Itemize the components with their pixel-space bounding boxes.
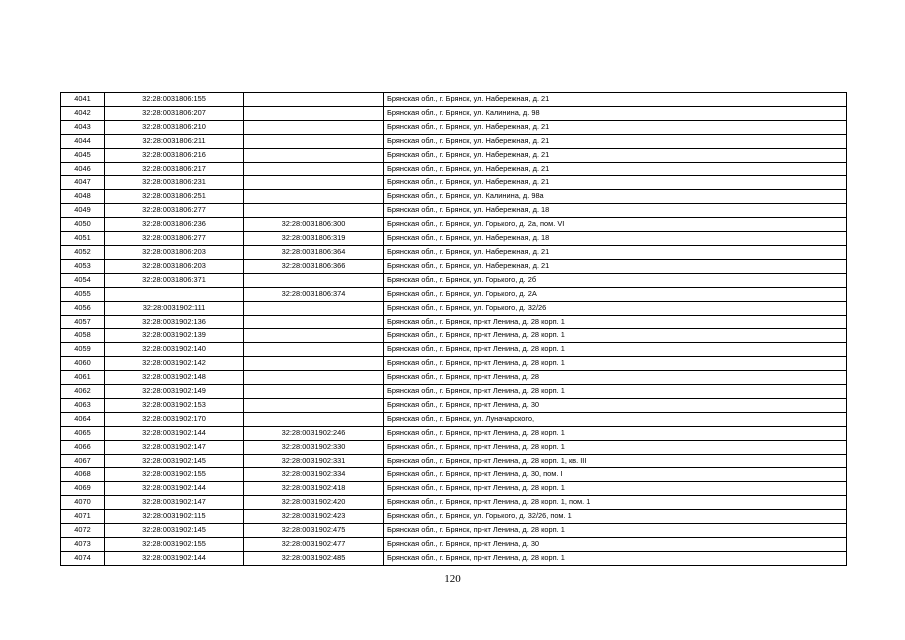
table-row — [61, 371, 847, 385]
table-row — [61, 218, 847, 232]
row-number-cell: 4051 — [61, 232, 105, 246]
address-cell: Брянская обл., г. Брянск, пр-кт Ленина, д. 28 — [384, 371, 847, 385]
table-row — [61, 245, 847, 259]
cadastral-number-cell: 32:28:0031806:251 — [105, 190, 244, 204]
table-row — [61, 538, 847, 552]
related-cadastral-number-cell — [244, 412, 384, 426]
cadastral-number-cell: 32:28:0031902:153 — [105, 398, 244, 412]
related-cadastral-number-cell — [244, 385, 384, 399]
cadastral-number-cell: 32:28:0031902:155 — [105, 468, 244, 482]
registry-table-body — [61, 93, 847, 566]
table-row — [61, 259, 847, 273]
row-number-cell: 4074 — [61, 551, 105, 565]
related-cadastral-number-cell: 32:28:0031806:364 — [244, 245, 384, 259]
cadastral-number-cell: 32:28:0031806:371 — [105, 273, 244, 287]
related-cadastral-number-cell — [244, 148, 384, 162]
row-number-cell: 4067 — [61, 454, 105, 468]
cadastral-number-cell: 32:28:0031902:144 — [105, 426, 244, 440]
row-number-cell: 4066 — [61, 440, 105, 454]
row-number-cell: 4042 — [61, 106, 105, 120]
address-cell: Брянская обл., г. Брянск, пр-кт Ленина, д. 28 корп. 1 — [384, 440, 847, 454]
row-number-cell: 4050 — [61, 218, 105, 232]
related-cadastral-number-cell — [244, 120, 384, 134]
address-cell: Брянская обл., г. Брянск, пр-кт Ленина, д. 28 корп. 1 — [384, 343, 847, 357]
row-number-cell: 4059 — [61, 343, 105, 357]
row-number-cell: 4068 — [61, 468, 105, 482]
row-number-cell: 4045 — [61, 148, 105, 162]
table-row — [61, 204, 847, 218]
cadastral-number-cell: 32:28:0031902:144 — [105, 482, 244, 496]
table-row — [61, 510, 847, 524]
row-number-cell: 4065 — [61, 426, 105, 440]
cadastral-number-cell: 32:28:0031806:236 — [105, 218, 244, 232]
address-cell: Брянская обл., г. Брянск, ул. Набережная, д. 21 — [384, 176, 847, 190]
row-number-cell: 4070 — [61, 496, 105, 510]
page-number: 120 — [444, 573, 461, 585]
related-cadastral-number-cell — [244, 371, 384, 385]
cadastral-number-cell — [105, 287, 244, 301]
address-cell: Брянская обл., г. Брянск, пр-кт Ленина, д. 28 корп. 1, пом. 1 — [384, 496, 847, 510]
address-cell: Брянская обл., г. Брянск, пр-кт Ленина, д. 30 — [384, 398, 847, 412]
cadastral-number-cell: 32:28:0031806:216 — [105, 148, 244, 162]
table-row — [61, 287, 847, 301]
related-cadastral-number-cell: 32:28:0031902:418 — [244, 482, 384, 496]
row-number-cell: 4063 — [61, 398, 105, 412]
address-cell: Брянская обл., г. Брянск, пр-кт Ленина, д. 28 корп. 1 — [384, 426, 847, 440]
cadastral-number-cell: 32:28:0031902:170 — [105, 412, 244, 426]
table-row — [61, 524, 847, 538]
table-row — [61, 482, 847, 496]
row-number-cell: 4047 — [61, 176, 105, 190]
cadastral-number-cell: 32:28:0031902:140 — [105, 343, 244, 357]
row-number-cell: 4061 — [61, 371, 105, 385]
cadastral-number-cell: 32:28:0031806:210 — [105, 120, 244, 134]
row-number-cell: 4049 — [61, 204, 105, 218]
address-cell: Брянская обл., г. Брянск, ул. Набережная, д. 18 — [384, 204, 847, 218]
table-row — [61, 190, 847, 204]
related-cadastral-number-cell — [244, 357, 384, 371]
row-number-cell: 4073 — [61, 538, 105, 552]
cadastral-number-cell: 32:28:0031806:203 — [105, 259, 244, 273]
related-cadastral-number-cell: 32:28:0031806:319 — [244, 232, 384, 246]
table-row — [61, 315, 847, 329]
table-row — [61, 440, 847, 454]
address-cell: Брянская обл., г. Брянск, пр-кт Ленина, д. 28 корп. 1 — [384, 385, 847, 399]
related-cadastral-number-cell: 32:28:0031902:423 — [244, 510, 384, 524]
related-cadastral-number-cell — [244, 106, 384, 120]
cadastral-number-cell: 32:28:0031902:148 — [105, 371, 244, 385]
row-number-cell: 4048 — [61, 190, 105, 204]
cadastral-number-cell: 32:28:0031902:155 — [105, 538, 244, 552]
related-cadastral-number-cell: 32:28:0031806:366 — [244, 259, 384, 273]
table-row — [61, 176, 847, 190]
row-number-cell: 4058 — [61, 329, 105, 343]
cadastral-number-cell: 32:28:0031902:136 — [105, 315, 244, 329]
related-cadastral-number-cell: 32:28:0031806:374 — [244, 287, 384, 301]
related-cadastral-number-cell — [244, 329, 384, 343]
address-cell: Брянская обл., г. Брянск, пр-кт Ленина, д. 28 корп. 1 — [384, 357, 847, 371]
table-row — [61, 496, 847, 510]
table-row — [61, 162, 847, 176]
cadastral-number-cell: 32:28:0031806:203 — [105, 245, 244, 259]
row-number-cell: 4072 — [61, 524, 105, 538]
table-row — [61, 551, 847, 565]
related-cadastral-number-cell: 32:28:0031902:331 — [244, 454, 384, 468]
related-cadastral-number-cell — [244, 190, 384, 204]
cadastral-number-cell: 32:28:0031902:111 — [105, 301, 244, 315]
address-cell: Брянская обл., г. Брянск, ул. Калинина, д. 98 — [384, 106, 847, 120]
address-cell: Брянская обл., г. Брянск, ул. Набережная, д. 18 — [384, 232, 847, 246]
address-cell: Брянская обл., г. Брянск, пр-кт Ленина, д. 28 корп. 1 — [384, 482, 847, 496]
cadastral-number-cell: 32:28:0031902:115 — [105, 510, 244, 524]
related-cadastral-number-cell: 32:28:0031902:420 — [244, 496, 384, 510]
related-cadastral-number-cell — [244, 162, 384, 176]
address-cell: Брянская обл., г. Брянск, ул. Набережная, д. 21 — [384, 259, 847, 273]
cadastral-number-cell: 32:28:0031806:277 — [105, 204, 244, 218]
related-cadastral-number-cell — [244, 398, 384, 412]
row-number-cell: 4064 — [61, 412, 105, 426]
related-cadastral-number-cell — [244, 301, 384, 315]
table-row — [61, 468, 847, 482]
related-cadastral-number-cell: 32:28:0031902:477 — [244, 538, 384, 552]
address-cell: Брянская обл., г. Брянск, пр-кт Ленина, д. 30, пом. I — [384, 468, 847, 482]
table-row — [61, 329, 847, 343]
related-cadastral-number-cell: 32:28:0031902:334 — [244, 468, 384, 482]
address-cell: Брянская обл., г. Брянск, пр-кт Ленина, д. 28 корп. 1 — [384, 551, 847, 565]
row-number-cell: 4046 — [61, 162, 105, 176]
table-row — [61, 120, 847, 134]
related-cadastral-number-cell — [244, 176, 384, 190]
address-cell: Брянская обл., г. Брянск, ул. Набережная, д. 21 — [384, 120, 847, 134]
related-cadastral-number-cell: 32:28:0031806:300 — [244, 218, 384, 232]
cadastral-number-cell: 32:28:0031806:217 — [105, 162, 244, 176]
table-row — [61, 134, 847, 148]
row-number-cell: 4057 — [61, 315, 105, 329]
row-number-cell: 4043 — [61, 120, 105, 134]
cadastral-number-cell: 32:28:0031806:231 — [105, 176, 244, 190]
table-row — [61, 454, 847, 468]
related-cadastral-number-cell — [244, 273, 384, 287]
address-cell: Брянская обл., г. Брянск, ул. Набережная, д. 21 — [384, 148, 847, 162]
address-cell: Брянская обл., г. Брянск, ул. Горького, д. 32/26, пом. 1 — [384, 510, 847, 524]
table-row — [61, 301, 847, 315]
registry-table — [60, 92, 847, 566]
row-number-cell: 4054 — [61, 273, 105, 287]
cadastral-number-cell: 32:28:0031806:155 — [105, 93, 244, 107]
cadastral-number-cell: 32:28:0031902:147 — [105, 440, 244, 454]
cadastral-number-cell: 32:28:0031902:147 — [105, 496, 244, 510]
address-cell: Брянская обл., г. Брянск, ул. Горького, д. 2а, пом. VI — [384, 218, 847, 232]
table-row — [61, 343, 847, 357]
cadastral-number-cell: 32:28:0031806:211 — [105, 134, 244, 148]
address-cell: Брянская обл., г. Брянск, пр-кт Ленина, д. 28 корп. 1 — [384, 329, 847, 343]
related-cadastral-number-cell: 32:28:0031902:330 — [244, 440, 384, 454]
address-cell: Брянская обл., г. Брянск, ул. Горького, д. 2А — [384, 287, 847, 301]
address-cell: Брянская обл., г. Брянск, пр-кт Ленина, д. 28 корп. 1 — [384, 524, 847, 538]
address-cell: Брянская обл., г. Брянск, пр-кт Ленина, д. 28 корп. 1, кв. III — [384, 454, 847, 468]
table-row — [61, 93, 847, 107]
row-number-cell: 4044 — [61, 134, 105, 148]
table-row — [61, 106, 847, 120]
related-cadastral-number-cell — [244, 134, 384, 148]
row-number-cell: 4062 — [61, 385, 105, 399]
address-cell: Брянская обл., г. Брянск, ул. Горького, д. 2б — [384, 273, 847, 287]
address-cell: Брянская обл., г. Брянск, ул. Набережная, д. 21 — [384, 245, 847, 259]
address-cell: Брянская обл., г. Брянск, ул. Луначарского, — [384, 412, 847, 426]
table-row — [61, 398, 847, 412]
table-row — [61, 412, 847, 426]
address-cell: Брянская обл., г. Брянск, ул. Набережная, д. 21 — [384, 134, 847, 148]
row-number-cell: 4041 — [61, 93, 105, 107]
row-number-cell: 4060 — [61, 357, 105, 371]
address-cell: Брянская обл., г. Брянск, пр-кт Ленина, д. 28 корп. 1 — [384, 315, 847, 329]
cadastral-number-cell: 32:28:0031902:145 — [105, 524, 244, 538]
table-row — [61, 232, 847, 246]
row-number-cell: 4055 — [61, 287, 105, 301]
table-row — [61, 273, 847, 287]
table-row — [61, 385, 847, 399]
table-row — [61, 148, 847, 162]
address-cell: Брянская обл., г. Брянск, пр-кт Ленина, д. 30 — [384, 538, 847, 552]
related-cadastral-number-cell — [244, 315, 384, 329]
address-cell: Брянская обл., г. Брянск, ул. Горького, д. 32/26 — [384, 301, 847, 315]
table-row — [61, 426, 847, 440]
related-cadastral-number-cell — [244, 204, 384, 218]
cadastral-number-cell: 32:28:0031902:149 — [105, 385, 244, 399]
related-cadastral-number-cell — [244, 93, 384, 107]
cadastral-number-cell: 32:28:0031902:145 — [105, 454, 244, 468]
row-number-cell: 4056 — [61, 301, 105, 315]
cadastral-number-cell: 32:28:0031806:207 — [105, 106, 244, 120]
cadastral-number-cell: 32:28:0031806:277 — [105, 232, 244, 246]
cadastral-number-cell: 32:28:0031902:144 — [105, 551, 244, 565]
row-number-cell: 4053 — [61, 259, 105, 273]
row-number-cell: 4071 — [61, 510, 105, 524]
related-cadastral-number-cell — [244, 343, 384, 357]
address-cell: Брянская обл., г. Брянск, ул. Калинина, д. 98а — [384, 190, 847, 204]
related-cadastral-number-cell: 32:28:0031902:485 — [244, 551, 384, 565]
address-cell: Брянская обл., г. Брянск, ул. Набережная, д. 21 — [384, 162, 847, 176]
row-number-cell: 4069 — [61, 482, 105, 496]
cadastral-number-cell: 32:28:0031902:139 — [105, 329, 244, 343]
table-row — [61, 357, 847, 371]
cadastral-number-cell: 32:28:0031902:142 — [105, 357, 244, 371]
related-cadastral-number-cell: 32:28:0031902:475 — [244, 524, 384, 538]
row-number-cell: 4052 — [61, 245, 105, 259]
related-cadastral-number-cell: 32:28:0031902:246 — [244, 426, 384, 440]
address-cell: Брянская обл., г. Брянск, ул. Набережная, д. 21 — [384, 93, 847, 107]
